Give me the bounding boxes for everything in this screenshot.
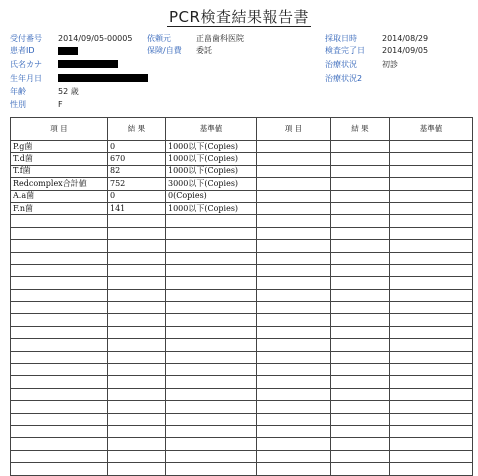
empty-cell — [331, 351, 390, 363]
table-row — [11, 326, 473, 338]
empty-cell — [390, 450, 473, 462]
empty-cell — [166, 314, 257, 326]
empty-cell — [331, 450, 390, 462]
empty-cell — [390, 178, 473, 190]
empty-cell — [257, 264, 331, 276]
treatment-status2-label: 治療状況2 — [325, 74, 363, 83]
empty-cell — [166, 364, 257, 376]
empty-cell — [257, 215, 331, 227]
table-row — [11, 376, 473, 388]
empty-cell — [108, 401, 166, 413]
empty-cell — [11, 413, 108, 425]
sex-label: 性別 — [10, 100, 26, 109]
empty-cell — [331, 178, 390, 190]
empty-cell — [390, 376, 473, 388]
empty-cell — [11, 302, 108, 314]
empty-cell — [11, 314, 108, 326]
empty-cell — [331, 289, 390, 301]
empty-cell — [257, 190, 331, 202]
empty-cell — [11, 252, 108, 264]
header-item-2: 項 目 — [257, 118, 331, 141]
result-reference: 1000以下(Copies) — [166, 202, 257, 214]
empty-cell — [257, 450, 331, 462]
empty-cell — [11, 289, 108, 301]
empty-cell — [11, 227, 108, 239]
empty-cell — [11, 326, 108, 338]
empty-cell — [11, 388, 108, 400]
header-item: 項 目 — [11, 118, 108, 141]
results-table — [10, 117, 473, 476]
result-reference: 1000以下(Copies) — [166, 165, 257, 177]
empty-cell — [108, 277, 166, 289]
empty-cell — [257, 326, 331, 338]
empty-cell — [108, 289, 166, 301]
empty-cell — [11, 376, 108, 388]
header-reference: 基準値 — [166, 118, 257, 141]
empty-cell — [390, 339, 473, 351]
empty-cell — [390, 153, 473, 165]
table-row — [11, 438, 473, 450]
birth-date-label: 生年月日 — [10, 74, 42, 83]
empty-cell — [11, 438, 108, 450]
result-reference: 1000以下(Copies) — [166, 141, 257, 153]
table-row — [11, 351, 473, 363]
empty-cell — [390, 388, 473, 400]
result-reference: 1000以下(Copies) — [166, 153, 257, 165]
empty-cell — [166, 438, 257, 450]
empty-cell — [331, 401, 390, 413]
table-row — [11, 202, 473, 214]
empty-cell — [331, 227, 390, 239]
empty-cell — [331, 141, 390, 153]
result-value: 752 — [108, 178, 166, 190]
table-row — [11, 425, 473, 437]
empty-cell — [11, 450, 108, 462]
empty-cell — [11, 339, 108, 351]
insurance-label: 保険/自費 — [147, 46, 182, 55]
table-row — [11, 264, 473, 276]
empty-cell — [108, 227, 166, 239]
empty-cell — [331, 264, 390, 276]
empty-cell — [390, 302, 473, 314]
table-row — [11, 450, 473, 462]
empty-cell — [331, 277, 390, 289]
empty-cell — [257, 240, 331, 252]
empty-cell — [166, 240, 257, 252]
treatment-status-label: 治療状況 — [325, 60, 357, 69]
sampling-date-value: 2014/08/29 — [382, 34, 429, 43]
empty-cell — [331, 364, 390, 376]
empty-cell — [390, 240, 473, 252]
empty-cell — [257, 252, 331, 264]
header-result: 結 果 — [108, 118, 166, 141]
empty-cell — [108, 450, 166, 462]
result-item: Redcomplex合計値 — [11, 178, 108, 190]
empty-cell — [257, 339, 331, 351]
empty-cell — [390, 252, 473, 264]
empty-cell — [390, 264, 473, 276]
table-row — [11, 215, 473, 227]
empty-cell — [390, 165, 473, 177]
sex-value: F — [58, 100, 63, 109]
empty-cell — [390, 190, 473, 202]
empty-cell — [108, 351, 166, 363]
empty-cell — [166, 227, 257, 239]
empty-cell — [257, 277, 331, 289]
empty-cell — [331, 438, 390, 450]
patient-id-redaction — [58, 47, 78, 55]
empty-cell — [257, 289, 331, 301]
sampling-date-label: 採取日時 — [325, 34, 357, 43]
empty-cell — [257, 314, 331, 326]
header-result-2: 結 果 — [331, 118, 390, 141]
result-value: 0 — [108, 190, 166, 202]
empty-cell — [331, 339, 390, 351]
empty-cell — [11, 364, 108, 376]
header-reference-2: 基準値 — [390, 118, 473, 141]
completion-date-label: 検査完了日 — [325, 46, 365, 55]
empty-cell — [390, 227, 473, 239]
empty-cell — [257, 141, 331, 153]
result-value: 0 — [108, 141, 166, 153]
client-label: 依頼元 — [147, 34, 171, 43]
empty-cell — [331, 388, 390, 400]
result-item: T.f菌 — [11, 165, 108, 177]
table-row — [11, 277, 473, 289]
empty-cell — [390, 215, 473, 227]
empty-cell — [166, 450, 257, 462]
empty-cell — [257, 438, 331, 450]
table-row — [11, 227, 473, 239]
table-header-row — [11, 118, 473, 141]
table-row — [11, 165, 473, 177]
table-row — [11, 289, 473, 301]
empty-cell — [11, 264, 108, 276]
empty-cell — [257, 364, 331, 376]
empty-cell — [108, 326, 166, 338]
empty-cell — [108, 240, 166, 252]
patient-id-label: 患者ID — [10, 46, 35, 55]
table-row — [11, 190, 473, 202]
empty-cell — [390, 364, 473, 376]
empty-cell — [257, 165, 331, 177]
empty-cell — [108, 215, 166, 227]
table-row — [11, 413, 473, 425]
client-value: 正畠歯科医院 — [196, 34, 244, 43]
table-row — [11, 178, 473, 190]
empty-cell — [257, 302, 331, 314]
empty-cell — [257, 153, 331, 165]
result-item: T.d菌 — [11, 153, 108, 165]
empty-cell — [390, 438, 473, 450]
empty-cell — [166, 376, 257, 388]
table-row — [11, 364, 473, 376]
age-label: 年齢 — [10, 87, 26, 96]
receipt-no-value: 2014/09/05-00005 — [58, 34, 133, 43]
empty-cell — [390, 202, 473, 214]
empty-cell — [166, 289, 257, 301]
empty-cell — [331, 190, 390, 202]
table-row — [11, 153, 473, 165]
empty-cell — [331, 425, 390, 437]
age-value: 52 歳 — [58, 87, 79, 96]
birth-date-redaction — [58, 74, 148, 82]
empty-cell — [390, 351, 473, 363]
table-row — [11, 141, 473, 153]
result-reference: 0(Copies) — [166, 190, 257, 202]
empty-cell — [108, 252, 166, 264]
empty-cell — [390, 277, 473, 289]
empty-cell — [257, 178, 331, 190]
empty-cell — [331, 314, 390, 326]
empty-cell — [166, 388, 257, 400]
result-value: 141 — [108, 202, 166, 214]
empty-cell — [331, 240, 390, 252]
insurance-value: 委託 — [196, 46, 212, 55]
empty-cell — [166, 339, 257, 351]
empty-cell — [331, 376, 390, 388]
empty-cell — [166, 215, 257, 227]
empty-cell — [108, 376, 166, 388]
table-row — [11, 401, 473, 413]
empty-cell — [11, 277, 108, 289]
result-item: P.g菌 — [11, 141, 108, 153]
table-row — [11, 388, 473, 400]
empty-cell — [331, 302, 390, 314]
empty-cell — [257, 413, 331, 425]
empty-cell — [331, 153, 390, 165]
empty-cell — [11, 401, 108, 413]
empty-cell — [257, 351, 331, 363]
empty-cell — [11, 215, 108, 227]
empty-cell — [257, 401, 331, 413]
empty-cell — [108, 388, 166, 400]
empty-cell — [331, 215, 390, 227]
empty-cell — [390, 314, 473, 326]
empty-cell — [166, 425, 257, 437]
result-value: 670 — [108, 153, 166, 165]
result-item: A.a菌 — [11, 190, 108, 202]
empty-cell — [108, 425, 166, 437]
empty-cell — [331, 252, 390, 264]
empty-cell — [390, 425, 473, 437]
table-row — [11, 339, 473, 351]
empty-cell — [108, 413, 166, 425]
name-kana-label: 氏名カナ — [10, 60, 42, 69]
empty-cell — [331, 326, 390, 338]
empty-cell — [108, 364, 166, 376]
empty-cell — [390, 326, 473, 338]
empty-cell — [166, 413, 257, 425]
empty-cell — [166, 401, 257, 413]
empty-cell — [257, 202, 331, 214]
result-value: 82 — [108, 165, 166, 177]
receipt-no-label: 受付番号 — [10, 34, 42, 43]
empty-cell — [108, 339, 166, 351]
empty-cell — [166, 351, 257, 363]
table-row — [11, 240, 473, 252]
empty-cell — [257, 388, 331, 400]
result-item: F.n菌 — [11, 202, 108, 214]
empty-cell — [331, 202, 390, 214]
completion-date-value: 2014/09/05 — [382, 46, 429, 55]
empty-cell — [390, 141, 473, 153]
empty-cell — [390, 289, 473, 301]
empty-cell — [108, 438, 166, 450]
table-row — [11, 302, 473, 314]
empty-cell — [11, 425, 108, 437]
empty-cell — [11, 351, 108, 363]
empty-cell — [166, 264, 257, 276]
empty-cell — [331, 165, 390, 177]
empty-cell — [166, 252, 257, 264]
table-body — [11, 141, 473, 476]
empty-cell — [390, 413, 473, 425]
empty-cell — [257, 425, 331, 437]
table-row — [11, 314, 473, 326]
empty-cell — [108, 302, 166, 314]
treatment-status-value: 初診 — [382, 60, 398, 69]
report-title: PCR検査結果報告書 — [169, 8, 309, 26]
empty-cell — [390, 401, 473, 413]
empty-cell — [108, 314, 166, 326]
name-kana-redaction — [58, 60, 118, 68]
empty-cell — [166, 326, 257, 338]
empty-cell — [108, 264, 166, 276]
table-row — [11, 252, 473, 264]
empty-cell — [166, 277, 257, 289]
empty-cell — [331, 413, 390, 425]
empty-cell — [257, 376, 331, 388]
result-reference: 3000以下(Copies) — [166, 178, 257, 190]
empty-cell — [257, 227, 331, 239]
empty-cell — [11, 240, 108, 252]
empty-cell — [166, 302, 257, 314]
